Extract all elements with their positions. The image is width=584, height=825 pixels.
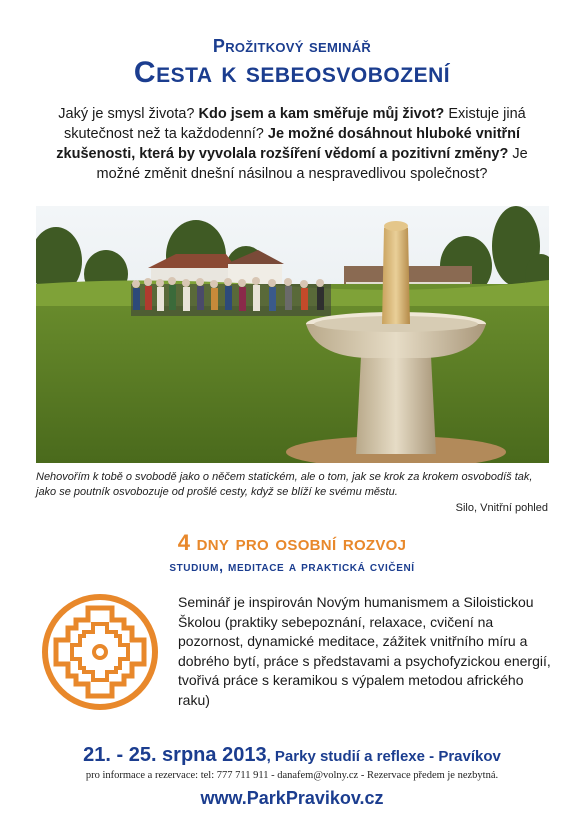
program-description: Seminář je inspirován Novým humanismem a Siloistickou Školou (praktiky sebepoznání, relaxace, cvičení na pozornost, dynamické meditace, zážitek vnitřního míru a dobrého bytí, práce s představami a psychofyzickou energií, tvořivá práce s keramikou s výpalem metodou afrického raku)	[178, 594, 551, 708]
kicker: Prožitkový seminář	[212, 36, 372, 56]
intro-text-1: Jaký je smysl života?	[58, 106, 199, 122]
quote-source: Silo, Vnitřní pohled	[455, 502, 548, 514]
quote-text: Nehovořím k tobě o svobodě jako o něčem statickém, ale o tom, jak se krok za krokem osvobodíš tak, jako se poutník osvobozuje od prošlé cesty, když se blíží ke svému městu.	[36, 471, 533, 498]
event-dates: 21. - 25. srpna 2013	[83, 744, 267, 766]
intro-text-3: Je možné změnit dnešní násilnou a nespravedlivou společnost?	[96, 146, 528, 182]
event-dates-line	[0, 744, 584, 767]
intro-text-2: Existuje jiná skutečnost než ta každodenní?	[63, 106, 526, 142]
intro-bold-2: Je možné dosáhnout hluboké vnitřní zkušenosti, která by vyvolala rozšíření vědomí a pozitivní změny?	[56, 126, 521, 162]
intro-bold-1: Kdo jsem a kam směřuje můj život?	[198, 106, 445, 122]
chakana-cross-icon	[40, 592, 160, 712]
contact-info: pro informace a rezervace: tel: 777 711 911 - danafem@volny.cz - Rezervace předem je nezbytná.	[85, 770, 499, 781]
page-title: Cesta k sebeosvobození	[133, 56, 451, 89]
intro-paragraph	[40, 104, 544, 184]
website-link[interactable]: www.ParkPravikov.cz	[200, 788, 384, 808]
seminar-photo	[36, 206, 549, 463]
program-heading: 4 dny pro osobní rozvoj	[177, 530, 407, 555]
program-subheading: studium, meditace a praktická cvičení	[169, 558, 415, 574]
event-place: , Parky studií a reflexe - Pravíkov	[266, 748, 501, 765]
